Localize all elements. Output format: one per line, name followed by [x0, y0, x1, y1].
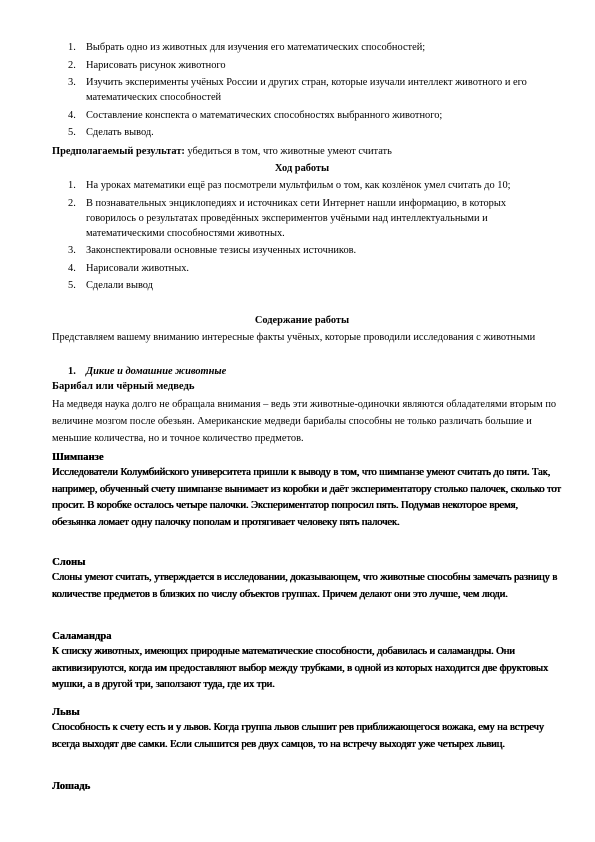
expected-result-text: убедиться в том, что животные умеют считать	[184, 146, 392, 157]
baribal-text: На медведя наука долго не обращала внимания – ведь эти животные-одиночки являются обладателями вторым по величине мозгом после обезьян. Американские медведи барибалы способны не только различать большие и меньшие количества, но и точное количество предметов.	[52, 399, 557, 444]
horse-heading: Лошадь	[52, 781, 91, 792]
list-item-text: Нарисовали животных.	[86, 262, 190, 274]
progress-list	[52, 178, 552, 296]
section-title: Дикие и домашние животные	[86, 366, 227, 377]
list-item-text: В познавательных энциклопедиях и источниках сети Интернет нашли информацию, в которых говорилось о результатах проведённых экспериментов учёными над интеллектуальными и математическими способностями животных.	[86, 197, 507, 239]
list-item: 1. На уроках математики ещё раз посмотрели мультфильм о том, как козлёнок умел считать до 10;	[68, 180, 511, 191]
lions-text: Способность к счету есть и у львов. Когда группа львов слышит рев приближающегося вожака, ему на встречу всегда выходят две самки. Если слышится рев двух самцов, то на встречу выходят уже четырех львиц.	[52, 722, 544, 750]
expected-result	[52, 144, 552, 160]
chimp-heading: Шимпанзе	[52, 452, 104, 463]
list-item: 1. Выбрать одно из животных для изучения его математических способностей;	[68, 42, 426, 53]
list-item-text: Сделали вывод	[86, 280, 153, 292]
list-item-text: Сделать вывод.	[86, 127, 154, 139]
salamander-text: К списку животных, имеющих природные математические способности, добавилась и саламандры. Они активизируются, когда им предоставляют выбор между трубками, в одной из которых находится две фруктовых мушки, а в другой три, заползают туда, где их три.	[52, 646, 549, 690]
list-item: 3. Законспектировали основные тезисы изученных источников.	[68, 245, 357, 257]
progress-heading: Ход работы	[274, 163, 330, 174]
list-item: 5. Сделали вывод	[68, 280, 153, 292]
list-item-text: Законспектировали основные тезисы изученных источников.	[86, 245, 357, 257]
list-item: 3. Изучить эксперименты учёных России и других стран, которые изучали интеллект животного и его математических способностей	[68, 77, 527, 104]
elephants-text: Слоны умеют считать, утверждается в исследовании, доказывающем, что животные способны замечать разницу в количестве предметов в близких по числу объектов группах. Причем делают они это лучше, чем люди.	[52, 572, 558, 600]
steps-list	[52, 40, 552, 143]
section-heading	[68, 365, 226, 379]
list-item: 4. Нарисовали животных.	[68, 262, 190, 274]
expected-result-label: Предполагаемый результат:	[52, 146, 185, 157]
list-item-text: Составление конспекта о математических способностях выбранного животного;	[86, 109, 443, 121]
list-item-text: На уроках математики ещё раз посмотрели мультфильм о том, как козлёнок умел считать до 10;	[86, 180, 511, 191]
list-item-text: Выбрать одно из животных для изучения его математических способностей;	[86, 42, 426, 53]
list-item: 4. Составление конспекта о математических способностях выбранного животного;	[68, 109, 443, 121]
list-item: 5. Сделать вывод.	[68, 127, 154, 139]
list-item-text: Изучить эксперименты учёных России и других стран, которые изучали интеллект животного и его математических способностей	[86, 77, 527, 104]
salamander-heading: Саламандра	[52, 631, 112, 642]
elephants-heading: Слоны	[52, 557, 86, 568]
chimp-text: Исследователи Колумбийского университета пришли к выводу в том, что шимпанзе умеют считать до пяти. Так, например, обученный счету шимпанзе вынимает из коробки и даёт экспериментатору столько палочек, сколько тот просит. В коробке осталось четыре палочки. Экспериментатор попросил пять. Подумав некоторое время, обезьянка ломает одну палочку пополам и протягивает человеку пять палочек.	[52, 467, 561, 528]
intro-text: Представляем вашему вниманию интересные факты учёных, которые проводили исследования с животными	[52, 332, 536, 343]
lions-heading: Львы	[52, 707, 80, 718]
list-item: 2. Нарисовать рисунок животного	[68, 59, 226, 71]
section-number: 1.	[68, 366, 76, 377]
baribal-heading: Барибал или чёрный медведь	[52, 381, 195, 392]
list-item-text: Нарисовать рисунок животного	[86, 59, 226, 71]
list-item: 2. В познавательных энциклопедиях и источниках сети Интернет нашли информацию, в которых говорилось о результатах проведённых экспериментов учёными над интеллектуальными и математическими способностями животных.	[68, 197, 507, 239]
content-heading: Содержание работы	[254, 315, 350, 326]
